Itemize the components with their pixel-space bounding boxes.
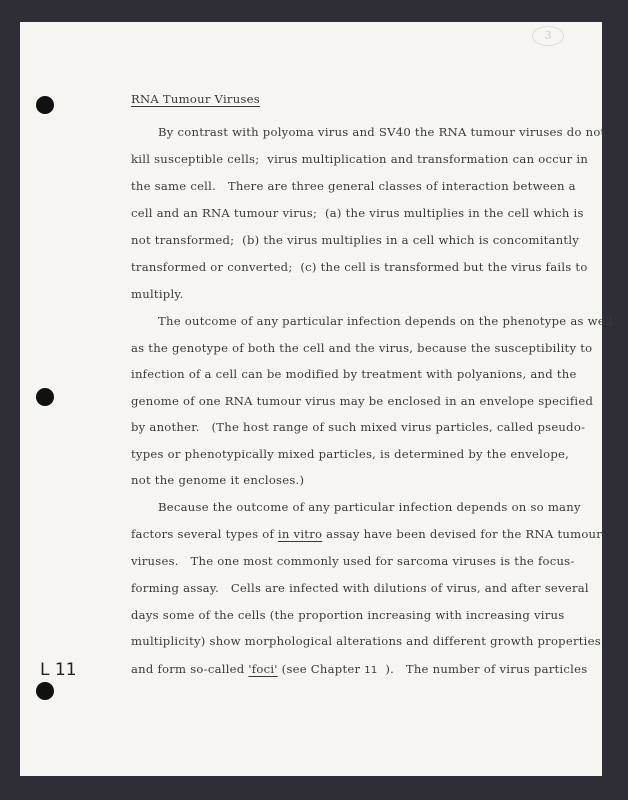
- text-line: viruses. The one most commonly used for sarcoma viruses is the focus-: [131, 554, 575, 568]
- section-title: RNA Tumour Viruses: [131, 92, 260, 106]
- text-line: By contrast with polyoma virus and SV40 the RNA tumour viruses do not: [158, 125, 606, 139]
- text-line: transformed or converted; (c) the cell is transformed but the virus fails to: [131, 260, 588, 274]
- text-line: infection of a cell can be modified by treatment with polyanions, and the: [131, 367, 577, 381]
- text-line: forming assay. Cells are infected with dilutions of virus, and after several: [131, 581, 589, 595]
- text: factors several types of: [131, 527, 278, 541]
- text: assay have been devised for the RNA tumour: [322, 527, 603, 541]
- text: ). The number of virus particles: [377, 662, 588, 676]
- text-line: multiplicity) show morphological alterations and different growth properties: [131, 634, 601, 648]
- underlined-term: 'foci': [248, 662, 278, 676]
- text-line: days some of the cells (the proportion increasing with increasing virus: [131, 608, 565, 622]
- text: and form so-called: [131, 662, 249, 676]
- text-line: [131, 662, 587, 676]
- text-line: types or phenotypically mixed particles, is determined by the envelope,: [131, 447, 570, 461]
- text-line: [131, 527, 602, 541]
- page-number: 3: [532, 26, 564, 46]
- underlined-term: in vitro: [277, 527, 323, 541]
- margin-note: L 11: [40, 660, 77, 680]
- handwritten-chapter-number: 11: [364, 665, 378, 676]
- punch-hole: [36, 682, 54, 700]
- text-line: as the genotype of both the cell and the virus, because the susceptibility to: [131, 341, 593, 355]
- text-line: not the genome it encloses.): [131, 473, 305, 487]
- text-line: The outcome of any particular infection depends on the phenotype as well: [158, 314, 613, 328]
- punch-hole: [36, 388, 54, 406]
- text-line: by another. (The host range of such mixed virus particles, called pseudo-: [131, 420, 586, 434]
- text-line: the same cell. There are three general classes of interaction between a: [131, 179, 576, 193]
- text-line: cell and an RNA tumour virus; (a) the virus multiplies in the cell which is: [131, 206, 584, 220]
- text-line: kill susceptible cells; virus multiplication and transformation can occur in: [131, 152, 589, 166]
- text-line: Because the outcome of any particular infection depends on so many: [158, 500, 581, 514]
- text-line: not transformed; (b) the virus multiplies in a cell which is concomitantly: [131, 233, 580, 247]
- text-line: genome of one RNA tumour virus may be enclosed in an envelope specified: [131, 394, 594, 408]
- punch-hole: [36, 96, 54, 114]
- text: (see Chapter: [277, 662, 365, 676]
- text-line: multiply.: [131, 287, 184, 301]
